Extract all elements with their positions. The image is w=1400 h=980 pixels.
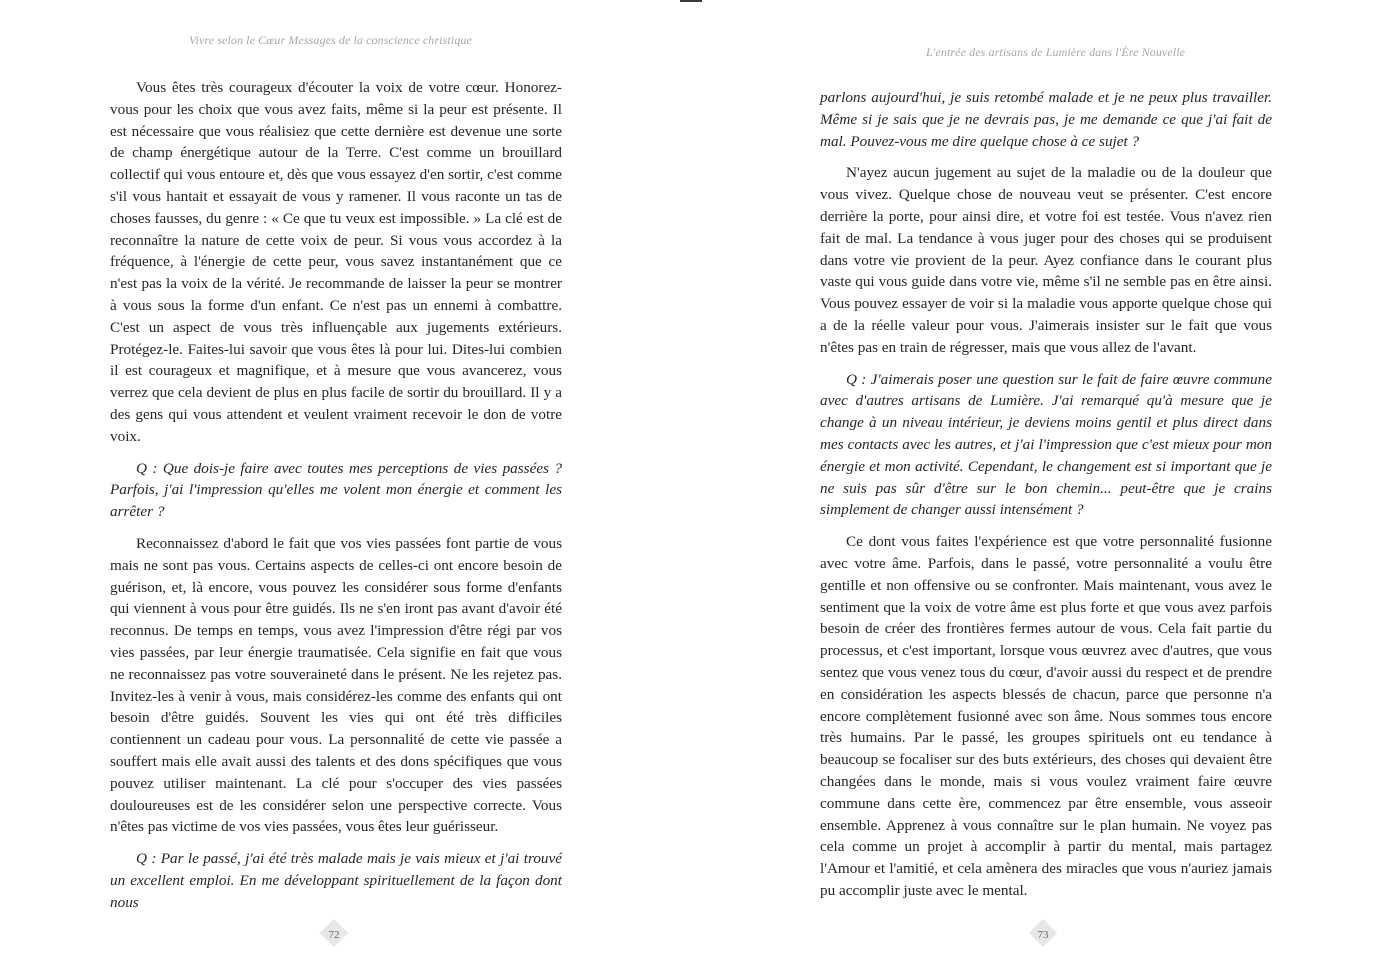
answer-paragraph: N'ayez aucun jugement au sujet de la maladie ou de la douleur que vous vivez. Quelque chose de nouveau veut se présenter. C'est encore derrière la porte, pour ainsi dire, et votre foi est testée. Vous n'avez rien fait de mal. La tendance à vous juger pour des choses qui se produisent dans votre vie provient de la peur. Ayez confiance dans le courant plus vaste qui vous guide dans votre vie, même s'il ne semble pas en être ainsi. Vous pouvez essayer de voir si la maladie vous apporte quelque chose qui a de la réelle valeur pour vous. J'aimerais insister sur le fait que vous n'êtes pas en train de régresser, mais que vous allez de l'avant.	[820, 164, 1272, 356]
body-text	[110, 77, 562, 923]
question-continuation: parlons aujourd'hui, je suis retombé malade et je ne peux plus travailler. Même si je sais que je ne devrais pas, je me demande ce que j'ai fait de mal. Pouvez-vous me dire quelque chose à ce sujet ?	[820, 89, 1272, 150]
body-text	[820, 87, 1272, 912]
question-paragraph: Q : Que dois-je faire avec toutes mes perceptions de vies passées ? Parfois, j'ai l'impression qu'elles me volent mon énergie et comment les arrêter ?	[110, 459, 562, 521]
running-header: Vivre selon le Cœur Messages de la conscience christique	[189, 33, 472, 47]
running-header: L'entrée des artisans de Lumière dans l'Ère Nouvelle	[926, 45, 1186, 59]
page-number-label: 73	[1037, 929, 1049, 941]
question-paragraph: Q : J'aimerais poser une question sur le fait de faire œuvre commune avec d'autres artisans de Lumière. J'ai remarqué qu'à mesure que je change à un niveau intérieur, je deviens moins gentil et plus direct dans mes contacts avec les autres, et j'ai l'impression que c'est mieux pour mon énergie et mon activité. Cependant, le changement est si important que je ne suis pas sûr d'être sur le bon chemin... peut-être que je crains simplement de changer aussi intensément ?	[820, 370, 1272, 519]
page-number	[317, 926, 351, 950]
answer-paragraph: Ce dont vous faites l'expérience est que votre personnalité fusionne avec votre âme. Parfois, dans le passé, votre personnalité a voulu être gentille et non offensive ou se confronter. Mais maintenant, vous avez le sentiment que la voix de votre âme est plus forte et que vous avez parfois besoin de créer des frontières fermes autour de vous. Cela fait partie du processus, et c'est important, lorsque vous œuvrez avec d'autres, que vous sentez que vous venez tous du cœur, d'avoir aussi du respect et de prendre en considération les aspects blessés de chacun, parce que personne n'a encore complètement fusionné avec son âme. Nous sommes tous encore très humains. Par le passé, les groupes spirituels ont eu tendance à beaucoup se focaliser sur des buts extérieurs, des choses qui devaient être changées dans le monde, mais si vous voulez vraiment faire œuvre commune dans cette ère, commencez par être ensemble, vous asseoir ensemble. Apprenez à vous connaître sur le plan humain. Ne voyez pas cela comme un projet à accomplir à partir du mental, mais partagez l'Amour et l'amitié, et cela amènera des miracles que vous n'auriez jamais pu accomplir juste avec le mental.	[820, 533, 1272, 899]
answer-paragraph: Vous êtes très courageux d'écouter la voix de votre cœur. Honorez-vous pour les choix que vous avez faits, même si la peur est présente. Il est nécessaire que vous réalisiez que cette dernière est devenue une sorte de champ énergétique autour de la Terre. C'est comme un brouillard collectif qui vous entoure et, dès que vous essayez d'en sortir, c'est comme s'il vous hantait et essayait de vous y ramener. Il vous raconte un tas de choses fausses, du genre : « Ce que tu veux est impossible. » La clé est de reconnaître la nature de cette voix de peur. Si vous vous accordez à la fréquence, à l'énergie de cette peur, vous savez instantanément que ce n'est pas la voix de la vérité. Je recommande de laisser la peur se montrer à vous sous la forme d'un enfant. Ce n'est pas un ennemi à combattre. C'est un aspect de vous très influençable aux jugements extérieurs. Protégez-le. Faites-lui savoir que vous êtes là pour lui. Dites-lui combien il est courageux et magnifique, et à mesure que vous avancerez, vous verrez que cela devient de plus en plus facile de sortir du brouillard. Il y a des gens qui vous attendent et veulent vraiment recevoir le don de votre voix.	[110, 79, 562, 445]
question-paragraph: Q : Par le passé, j'ai été très malade mais je vais mieux et j'ai trouvé un excellent emploi. En me développant spirituellement de la façon dont nous	[110, 850, 562, 911]
page-number	[1026, 926, 1060, 950]
right-page	[700, 0, 1400, 980]
page-number-label: 72	[328, 929, 340, 941]
answer-paragraph: Reconnaissez d'abord le fait que vos vies passées font partie de vous mais ne sont pas vous. Certains aspects de celles-ci ont encore besoin de guérison, et, là encore, vous pouvez les considérer sous forme d'enfants qui viennent à vous pour être guidés. Ils ne s'en iront pas avant d'avoir été reconnus. De temps en temps, vous avez l'impression d'être régi par vos vies passées, par leur énergie traumatisée. Cela signifie en fait que vous ne reconnaissez pas votre souveraineté dans le présent. Ne les rejetez pas. Invitez-les à venir à vous, mais considérez-les comme des enfants qui ont besoin d'être guidés. Souvent les vies qui ont été très difficiles contiennent un cadeau pour vous. La personnalité de cette vie passée a souffert mais elle avait aussi des talents et des dons spécifiques que vous pouvez utiliser maintenant. La clé pour s'occuper des vies passées douloureuses est de les considérer selon une perspective correcte. Vous n'êtes pas victime de vos vies passées, vous êtes leur guérisseur.	[110, 534, 562, 836]
